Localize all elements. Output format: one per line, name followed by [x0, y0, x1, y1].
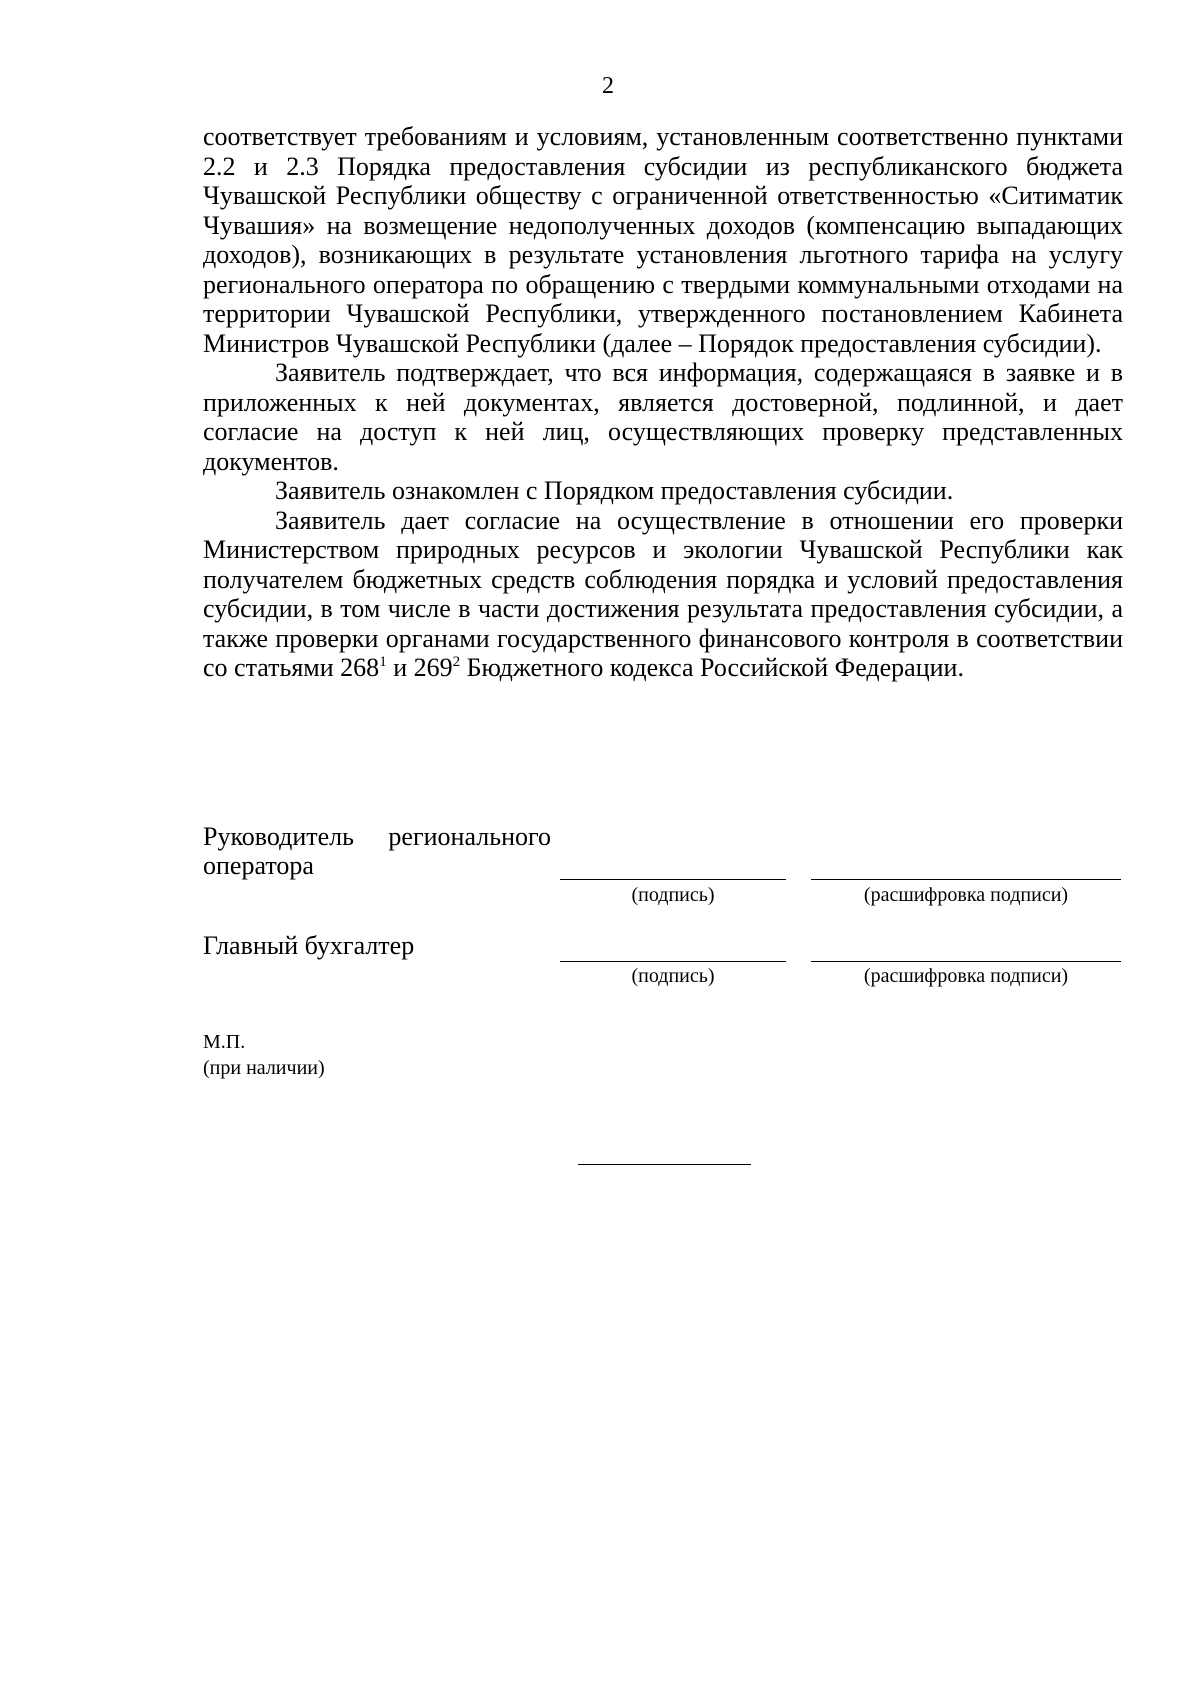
- paragraph-conformity: соответствует требованиям и условиям, установленным соответственно пунктами 2.2 и 2.3 Порядка предоставления субсидии из республиканского бюджета Чувашской Республики обществу с ограниченной ответственностью «Ситиматик Чувашия» на возмещение недополученных доходов (компенсацию выпадающих доходов), возникающих в результате установления льготного тарифа на услугу регионального оператора по обращению с твердыми коммунальными отходами на территории Чувашской Республики, утвержденного постановлением Кабинета Министров Чувашской Республики (далее – Порядок предоставления субсидии).: [203, 122, 1123, 358]
- accountant-signature-line: [560, 961, 786, 962]
- consent-mid: и 269: [386, 653, 453, 682]
- stamp-mp: М.П.: [203, 1031, 246, 1053]
- head-label: Руководитель регионального оператора: [203, 822, 551, 880]
- head-signature-caption: (подпись): [631, 884, 715, 906]
- head-signature-line: [560, 879, 786, 880]
- head-signature-block: [203, 822, 1123, 922]
- page-number: 2: [602, 73, 614, 99]
- accountant-signature-block: [203, 931, 1123, 991]
- consent-tail: Бюджетного кодекса Российской Федерации.: [460, 653, 964, 682]
- paragraph-acknowledgement: Заявитель ознакомлен с Порядком предоставления субсидии.: [275, 476, 954, 505]
- document-body: [203, 122, 1123, 683]
- consent-text: Заявитель дает согласие на осуществление в отношении его проверки Министерством природных ресурсов и экологии Чувашской Республики как получателем бюджетных средств соблюдения порядка и условий предоставления субсидии, в том числе в части достижения результата предоставления субсидии, а также проверки органами государственного финансового контроля в соответствии со статьями 268: [203, 505, 1123, 682]
- accountant-signature-caption: (подпись): [631, 965, 715, 987]
- consent-sup-2: 2: [452, 654, 461, 670]
- paragraph-confirmation: Заявитель подтверждает, что вся информация, содержащаяся в заявке и в приложенных к ней документах, является достоверной, подлинной, и дает согласие на доступ к ней лиц, осуществляющих проверку представленных документов.: [203, 358, 1123, 476]
- accountant-decoding-line: [811, 961, 1121, 962]
- head-decoding-caption: (расшифровка подписи): [863, 884, 1069, 906]
- consent-sup-1: 1: [379, 654, 387, 670]
- accountant-label: Главный бухгалтер: [203, 931, 415, 960]
- paragraph-consent: [203, 506, 1123, 683]
- accountant-decoding-caption: (расшифровка подписи): [863, 965, 1069, 987]
- head-decoding-line: [811, 879, 1121, 880]
- stamp-note: (при наличии): [203, 1057, 325, 1079]
- stamp-place: [203, 1029, 325, 1081]
- end-separator: [578, 1164, 751, 1165]
